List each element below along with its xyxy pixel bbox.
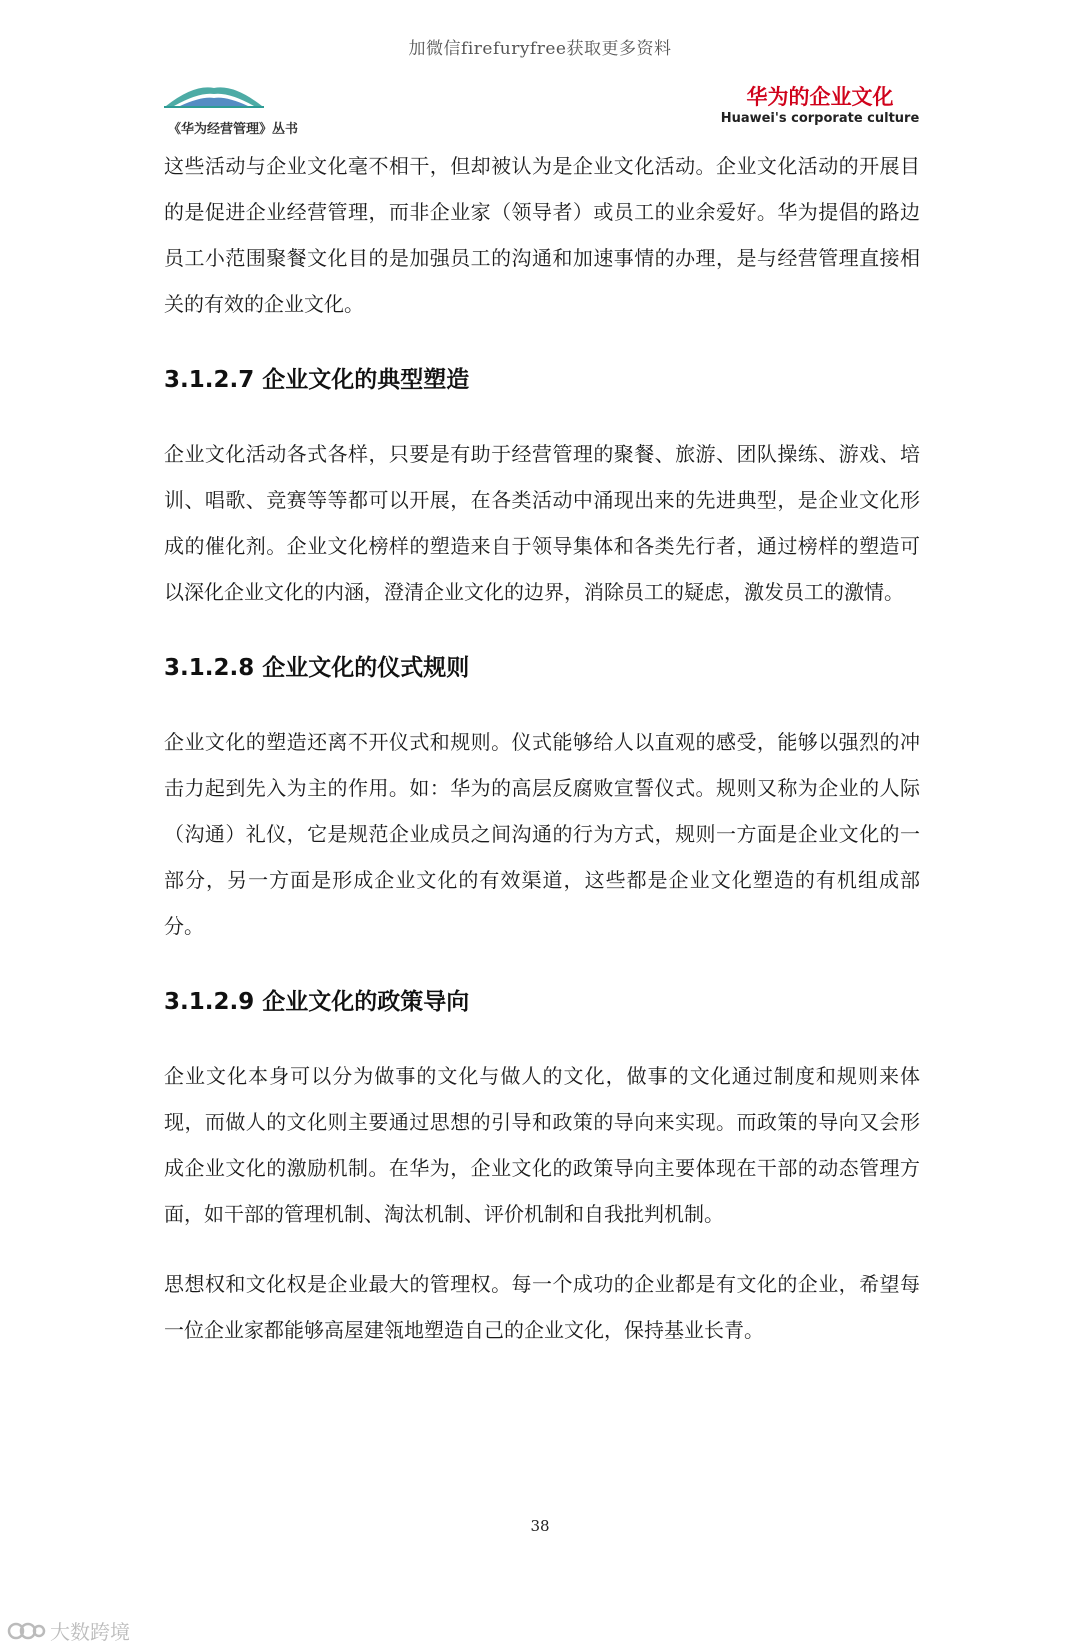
bottom-watermark — [6, 1616, 130, 1645]
page-number: 38 — [530, 1517, 550, 1535]
section-3129-paragraph-1: 企业文化本身可以分为做事的文化与做人的文化，做事的文化通过制度和规则来体现，而做人的文化则主要通过思想的引导和政策的导向来实现。而政策的导向又会形成企业文化的激励机制。在华为，企业文化的政策导向主要体现在干部的动态管理方面，如干部的管理机制、淘汰机制、评价机制和自我批判机制。 — [164, 1064, 920, 1226]
section-3127-paragraph: 企业文化活动各式各样，只要是有助于经营管理的聚餐、旅游、团队操练、游戏、培训、唱歌、竞赛等等都可以开展，在各类活动中涌现出来的先进典型，是企业文化形成的催化剂。企业文化榜样的塑造来自于领导集体和各类先行者，通过榜样的塑造可以深化企业文化的内涵，澄清企业文化的边界，消除员工的疑虑，激发员工的激情。 — [164, 442, 920, 604]
page-content — [164, 143, 920, 1353]
chain-logo-icon — [6, 1620, 46, 1642]
brand-subtitle: Huawei's corporate culture — [720, 111, 920, 126]
section-3129-paragraph-2: 思想权和文化权是企业最大的管理权。每一个成功的企业都是有文化的企业，希望每一位企业家都能够高屋建瓴地塑造自己的企业文化，保持基业长青。 — [164, 1272, 920, 1342]
mountain-logo-icon — [164, 82, 264, 112]
intro-paragraph: 这些活动与企业文化毫不相干，但却被认为是企业文化活动。企业文化活动的开展目的是促进企业经营管理，而非企业家（领导者）或员工的业余爱好。华为提倡的路边员工小范围聚餐文化目的是加强员工的沟通和加速事情的办理，是与经营管理直接相关的有效的企业文化。 — [164, 154, 920, 316]
section-heading-3128: 3.1.2.8 企业文化的仪式规则 — [164, 655, 470, 681]
bottom-watermark-text: 大数跨境 — [50, 1620, 130, 1644]
top-watermark: 加微信firefuryfree获取更多资料 — [408, 39, 672, 59]
section-heading-3129: 3.1.2.9 企业文化的政策导向 — [164, 989, 470, 1015]
section-3128-paragraph: 企业文化的塑造还离不开仪式和规则。仪式能够给人以直观的感受，能够以强烈的冲击力起到先入为主的作用。如：华为的高层反腐败宣誓仪式。规则又称为企业的人际（沟通）礼仪，它是规范企业成员之间沟通的行为方式，规则一方面是企业文化的一部分，另一方面是形成企业文化的有效渠道，这些都是企业文化塑造的有机组成部分。 — [164, 730, 920, 938]
brand-title: 华为的企业文化 — [746, 85, 894, 109]
section-heading-3127: 3.1.2.7 企业文化的典型塑造 — [164, 367, 470, 393]
series-logo — [160, 82, 310, 138]
page-header — [160, 82, 920, 138]
brand-block — [720, 84, 920, 128]
series-name: 《华为经营管理》丛书 — [168, 122, 299, 137]
